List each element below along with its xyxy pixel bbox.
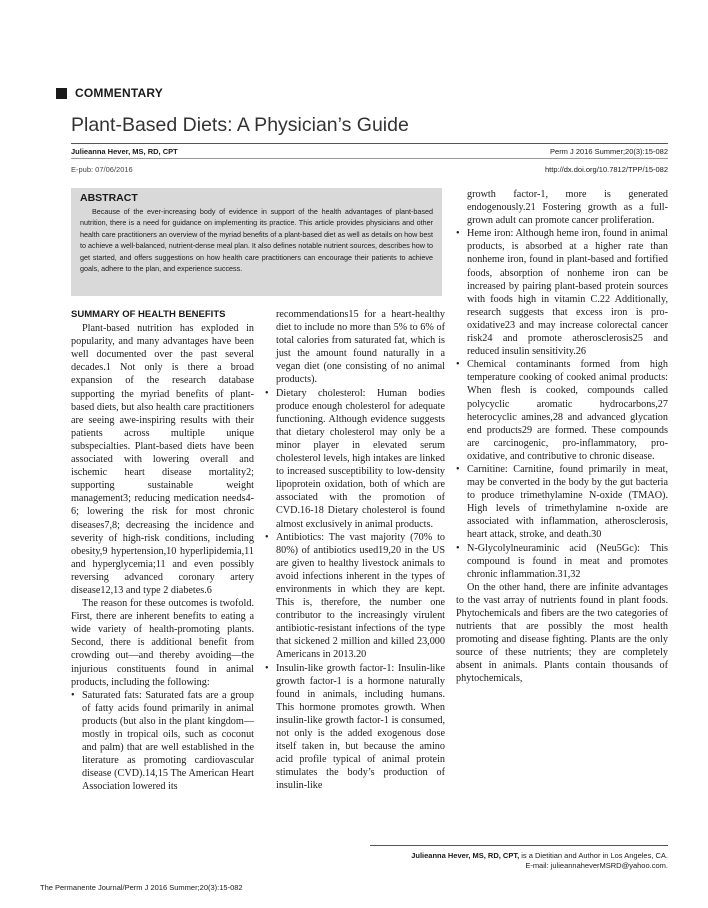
body-column-1 [71, 308, 254, 793]
bullet-chemical-contaminants: • Chemical contaminants formed from high temperature cooking of cooked animal products: When flesh is cooked, compounds called polycyclic aromatic hydrocarbons,27 heterocyclic amines,28 and advanced glycation end products29 are formed. These compounds are carcinogenic, pro-inflammatory, pro-oxidative, and contributive to chronic disease. [456, 358, 668, 463]
header-rule-secondary [71, 158, 668, 159]
journal-citation: Perm J 2016 Summer;20(3):15-082 [550, 147, 668, 156]
footer-rule [370, 845, 668, 846]
bullet-neu5gc: • N-Glycolylneuraminic acid (Neu5Gc): This compound is found in meat and promotes chronic inflammation.31,32 [456, 542, 668, 581]
journal-footer: The Permanente Journal/Perm J 2016 Summer;20(3):15-082 [40, 883, 243, 892]
bullet-saturated-fats: • Saturated fats: Saturated fats are a group of fatty acids found primarily in animal products (but also in the plant kingdom—mostly in tropical oils, such as coconut and palm) that are well established in the literature as promoting cardiovascular disease (CVD).14,15 The American Heart Association lowered its [71, 689, 254, 794]
bullet-dietary-cholesterol: • Dietary cholesterol: Human bodies produce enough cholesterol for adequate functioning. Although evidence suggests that dietary cholesterol may only be a minor player in elevated serum cholesterol levels, high intakes are linked to increased susceptibility to low-density lipoprotein oxidation, both of which are associated with the promotion of CVD.16-18 Dietary cholesterol is found almost exclusively in animal products. [265, 387, 445, 531]
header-rule [71, 143, 668, 144]
paragraph-reasons: The reason for these outcomes is twofold. First, there are inherent benefits to eating a wide variety of health-promoting plants. Second, there is additional benefit from crowding out—and thereby avoiding—the injurious constituents found in animal products, including the following: [71, 598, 254, 688]
bullet-heme-iron: • Heme iron: Although heme iron, found in animal products, is absorbed at a higher rate than nonheme iron, found in plant-based and fortified foods, absorption of nonheme iron can be increased by pairing plant-based protein sources with foods high in vitamin C.22 Additionally, research suggests that excess iron is pro-oxidative23 and may increase colorectal cancer risk24 and promote atherosclerosis25 and reduced insulin sensitivity.26 [456, 227, 668, 358]
author-bio-name: Julieanna Hever, MS, RD, CPT, [411, 851, 520, 860]
section-label [56, 86, 163, 100]
bullet-carnitine: • Carnitine: Carnitine, found primarily in meat, may be converted in the body by the gut bacteria to produce trimethylamine N-oxide (TMAO). High levels of trimethylamine n-oxide are associated with inflammation, atherosclerosis, heart attack, stroke, and death.30 [456, 463, 668, 542]
paragraph-continued: recommendations15 for a heart-healthy diet to include no more than 5% to 6% of total calories from saturated fat, which is just the amount found naturally in a vegan diet (one consisting of no animal products). [276, 309, 445, 386]
author-bio [368, 851, 668, 871]
section-marker [56, 88, 67, 99]
doi-link[interactable]: http://dx.doi.org/10.7812/TPP/15-082 [545, 165, 668, 174]
bullet-igf1: • Insulin-like growth factor-1: Insulin-like growth factor-1 is a hormone naturally found in animals, including humans. This hormone promotes growth. When insulin-like growth factor-1 is consumed, not only is the added exogenous dose itself taken in, but because the amino acid profile typical of animal protein stimulates the body’s production of insulin-like [265, 662, 445, 793]
bullet-antibiotics: • Antibiotics: The vast majority (70% to 80%) of antibiotics used19,20 in the US are given to healthy livestock animals to avoid infections inherent in the types of environments in which they are kept. This is, therefore, the number one contributor to the increasingly virulent antibiotic-resistant infections of the type that sickened 2 million and killed 23,000 Americans in 2013.20 [265, 531, 445, 662]
author-byline: Julieanna Hever, MS, RD, CPT [71, 147, 178, 156]
section-text: COMMENTARY [75, 86, 163, 100]
abstract-heading: ABSTRACT [80, 192, 138, 204]
abstract-text: Because of the ever-increasing body of evidence in support of the health advantages of plant-based nutrition, there is a need for guidance on implementing its practice. This article provides physicians and other health care practitioners an overview of the myriad benefits of a plant-based diet as well as details on how best to achieve a well-balanced, nutrient-dense meal plan. It also defines notable nutrient sources, describes how to get started, and offers suggestions on how health care practitioners can encourage their patients to achieve goals, adhere to the plan, and experience success. [80, 207, 433, 274]
author-bio-text: is a Dietitian and Author in Los Angeles, CA. [519, 851, 668, 860]
body-column-2 [265, 308, 445, 792]
section-heading: SUMMARY OF HEALTH BENEFITS [71, 309, 226, 320]
article-title: Plant-Based Diets: A Physician’s Guide [71, 114, 409, 136]
body-column-3 [456, 188, 668, 686]
paragraph-intro: Plant-based nutrition has exploded in popularity, and many advantages have been well documented over the past several decades.1 Not only is there a broad expansion of the research database supporting the myriad benefits of plant-based diets, but also health care practitioners are seeing awe-inspiring results with their patients across multiple unique subspecialties. Plant-based diets have been associated with lowering overall and ischemic heart disease mortality2; supporting sustainable weight management3; reducing medication needs4-6; lowering the risk for most chronic diseases7,8; decreasing the incidence and severity of high-risk conditions, including obesity,9 hypertension,10 hyperlipidemia,11 and hyperglycemia;11 and even possibly reversing advanced coronary artery disease12,13 and type 2 diabetes.6 [71, 323, 254, 596]
author-email[interactable]: E-mail: julieannaheverMSRD@yahoo.com. [525, 861, 668, 870]
paragraph-continued: growth factor-1, more is generated endogenously.21 Fostering growth as a full-grown adult can promote cancer proliferation. [467, 189, 668, 227]
abstract-box [71, 188, 442, 296]
paragraph-plant-advantages: On the other hand, there are infinite advantages to the vast array of nutrients found in plant foods. Phytochemicals and fibers are the two categories of nutrients that are possibly the most health promoting and disease fighting. Plants are the only source of these nutrients; they are completely absent in animals. Plants contain thousands of phytochemicals, [456, 581, 668, 685]
epub-date: E-pub: 07/06/2016 [71, 165, 133, 174]
